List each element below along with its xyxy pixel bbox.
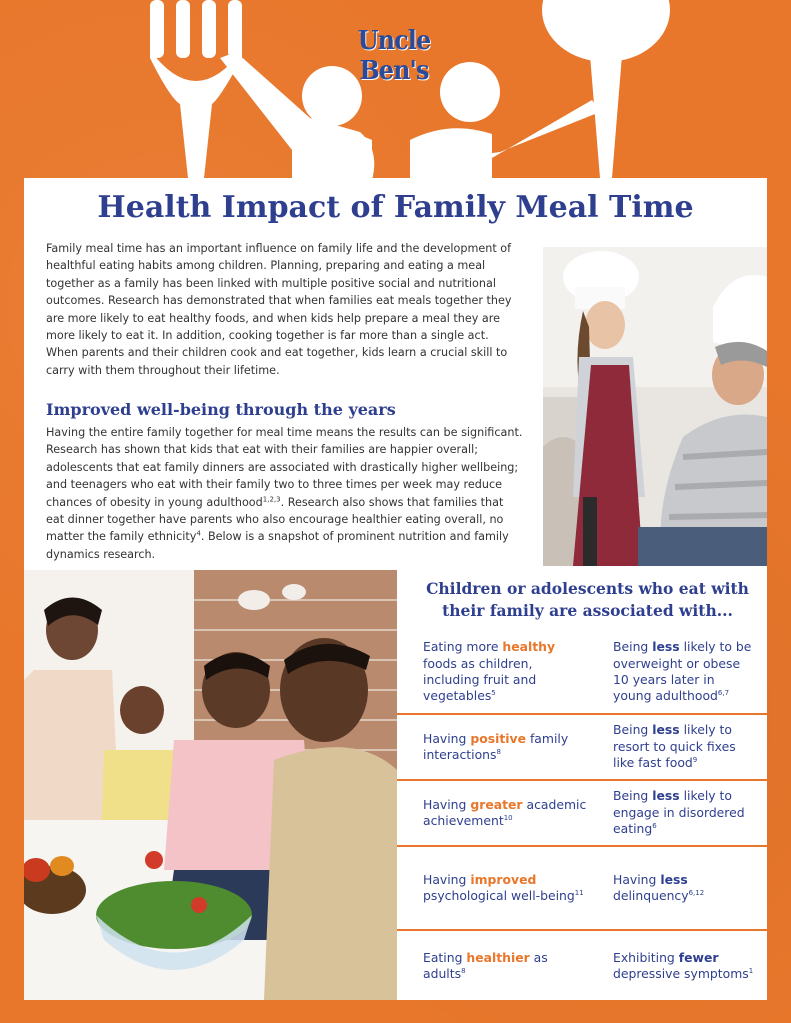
cell-text: likely to engage in disordered eating [613,788,745,837]
intro-paragraph: Family meal time has an important influence on family life and the development of healthful eating habits among children. Planning, preparing and eating a meal together as a family has been linked with multiple positive social and nutritional outcomes. Research has demonstrated that when families eat meals together they are more likely to eat healthy foods, and when kids help prepare a meal they are more likely to eat it. In addition, cooking together is far more than a single act. When parents and their children cook and eat together, kids learn a crucial skill to carry with them throughout their lifetime. [46,242,512,377]
cell-text: Having [613,871,661,887]
page-title: Health Impact of Family Meal Time [97,190,694,225]
citation: 11 [574,888,584,897]
cell-text: Having [423,730,471,746]
section-text-1: Having the entire family together for meal time means the results can be significant. Research has shown that kids that eat with their families are happier overall; adolescents that eat family dinners are associated with drastically higher wellbeing; and teenagers who eat with their family two to three times per week may reduce chances of obesity in young adulthood [46,426,523,509]
table-cell-left [397,631,587,713]
table-cell-left [397,715,587,779]
chef-girl-father-photo [543,247,767,566]
content-panel [24,178,767,1000]
cell-text: Being [613,788,653,804]
cell-emphasis: healthy [502,639,556,655]
cell-text: foods as children, including fruit and vegetables [423,655,537,704]
table-cell-right [587,931,755,1001]
associations-table [397,631,767,1001]
citation: 10 [503,813,513,822]
cell-emphasis: fewer [678,949,719,965]
cell-text: depressive symptoms [613,966,749,981]
table-cell-right [587,631,755,713]
table-heading: Children or adolescents who eat with their family are associated with... [426,579,749,620]
cell-emphasis: improved [470,871,537,887]
cell-emphasis: less [652,639,680,655]
uncle-bens-logo [352,26,437,86]
logo-line-1: Uncle [357,26,431,56]
cell-text: Being [613,722,653,738]
table-cell-left [397,931,587,1001]
cell-emphasis: greater [470,796,523,812]
cell-text: academic achievement [423,796,587,828]
cell-emphasis: less [660,871,688,887]
table-cell-right [587,715,755,779]
section-text-3: . Below is a snapshot of prominent nutrition and family dynamics research. [46,530,509,561]
citation: 6,7 [717,689,730,698]
table-row [397,931,767,1001]
cell-text: likely to resort to quick fixes like fast food [613,722,736,771]
citation: 6,12 [688,888,705,897]
table-cell-right [587,781,755,845]
cell-text: Being [613,639,653,655]
cell-emphasis: less [652,722,680,738]
section-paragraph [46,424,524,563]
table-row [397,631,767,715]
citation: 9 [692,756,698,765]
citation: 1 [748,966,754,975]
cell-text: Eating more [423,639,503,655]
cell-text: Having [423,871,471,887]
cell-text: psychological well-being [423,888,575,903]
cell-text: family interactions [423,730,569,762]
citation: 8 [461,966,466,975]
logo-line-2: Ben's [359,56,429,86]
section-heading: Improved well-being through the years [46,400,396,419]
table-row [397,715,767,781]
cell-text: as adults [423,949,548,981]
family-cooking-photo [24,570,397,1000]
citation: 5 [491,689,496,698]
cell-text: likely to be overweight or obese 10 years later in young adulthood [613,639,752,704]
citation: 8 [496,747,501,756]
cell-text: delinquency [613,888,689,903]
table-cell-left [397,781,587,845]
table-row [397,847,767,931]
cell-emphasis: positive [470,730,526,746]
table-cell-left [397,847,587,929]
cell-text: Having [423,796,471,812]
table-row [397,781,767,847]
section-text-2: . Research also shows that families that eat dinner together have parents who also encourage healthier eating overall, no matter the family ethnicity [46,495,504,544]
citation: 1,2,3 [262,494,281,503]
citation: 6 [652,822,657,831]
table-cell-right [587,847,755,929]
cell-text: Eating [423,949,467,965]
citation: 4 [196,529,201,538]
cell-text: Exhibiting [613,949,679,965]
cell-emphasis: healthier [466,949,530,965]
cell-emphasis: less [652,788,680,804]
